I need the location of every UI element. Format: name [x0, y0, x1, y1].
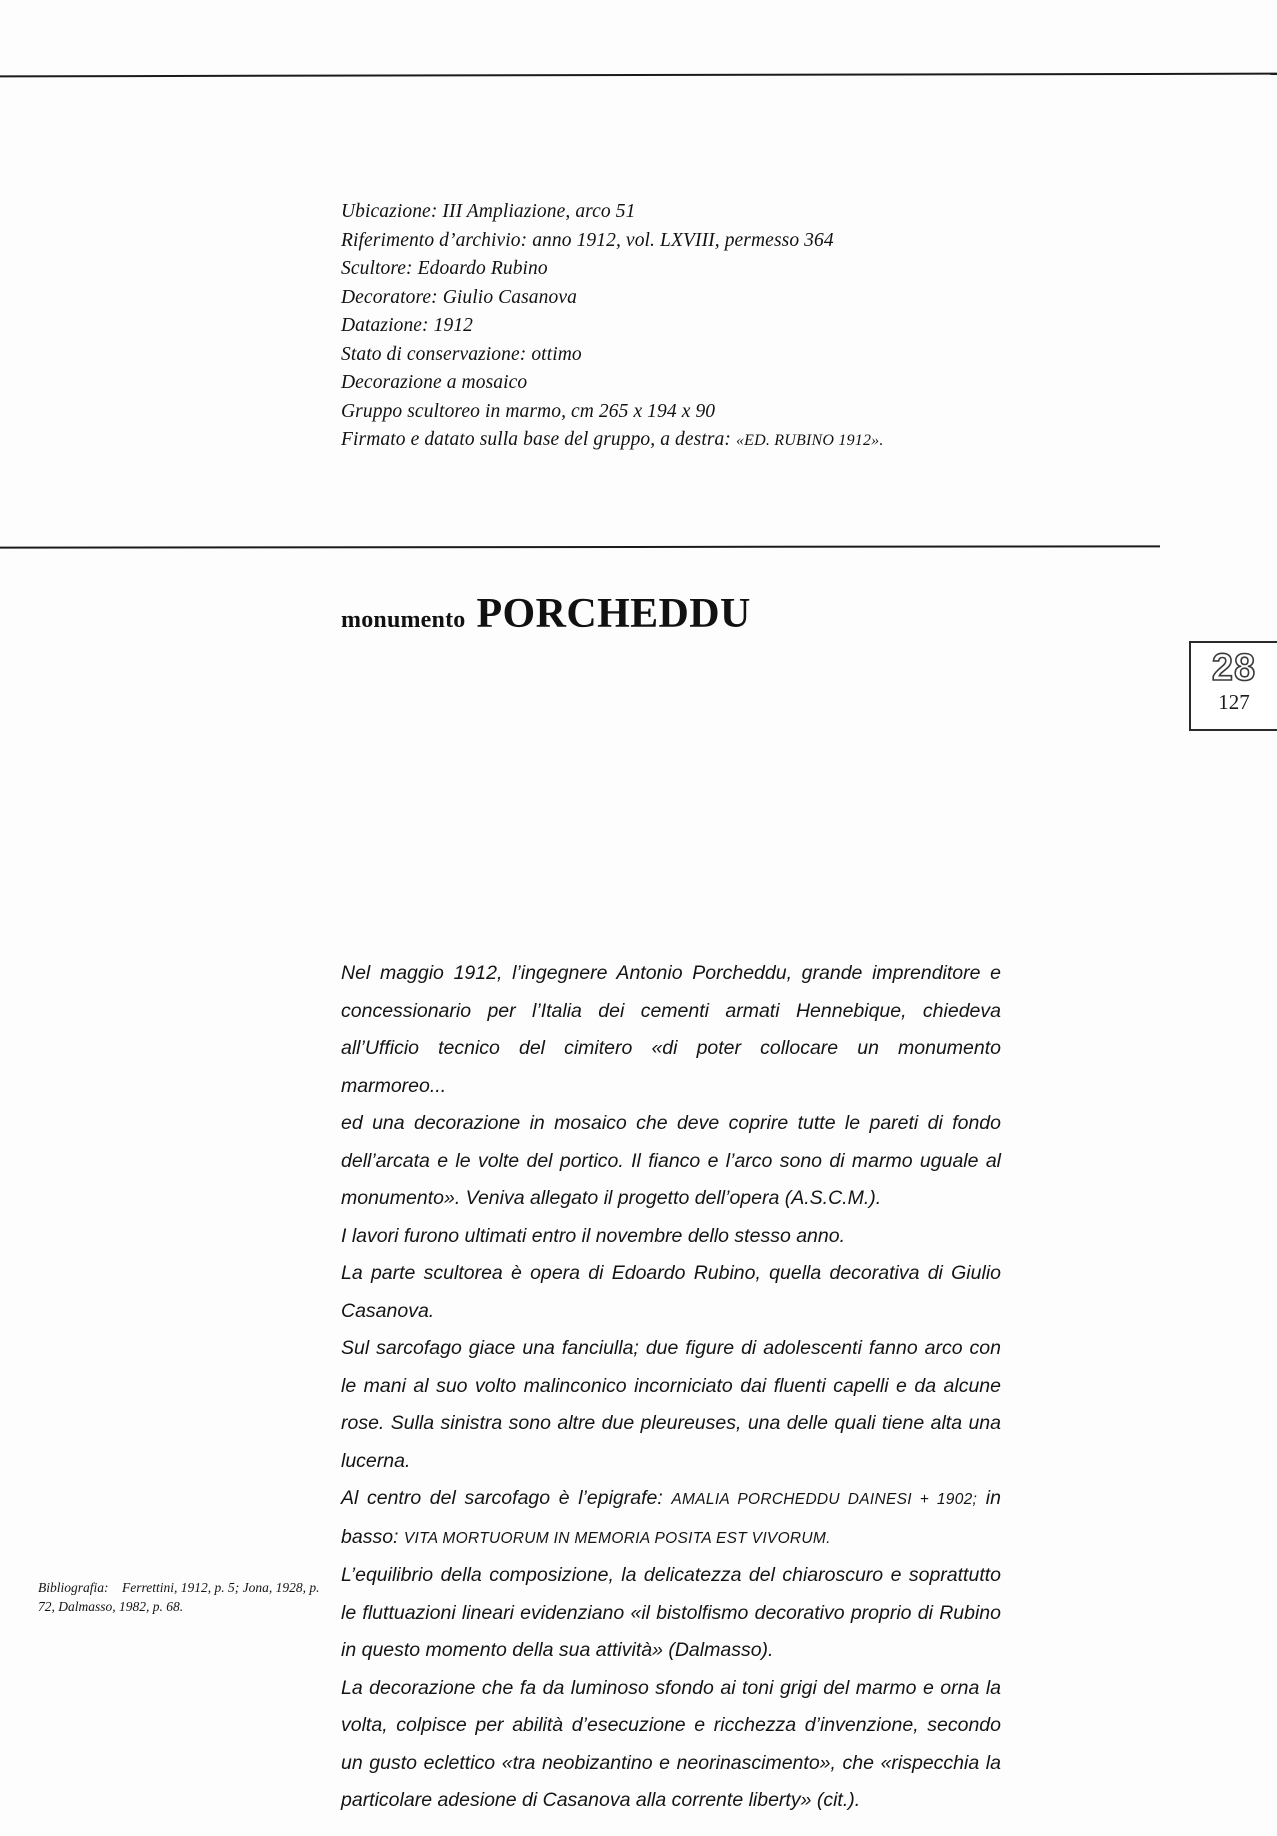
- epigraph-middle: in basso:: [341, 1487, 1001, 1548]
- ident-signature: [341, 426, 1061, 456]
- ident-location: Ubicazione: III Ampliazione, arco 51: [341, 201, 636, 222]
- body-paragraph-6: [341, 1480, 1001, 1557]
- body-paragraph-3: I lavori furono ultimati entro il novembre dello stesso anno.: [341, 1224, 846, 1247]
- bibliography-note: [38, 1578, 323, 1616]
- section-divider-rule: [0, 545, 1160, 548]
- body-paragraph-4: La parte scultorea è opera di Edoardo Rubino, quella decorativa di Giulio Casanova.: [341, 1262, 1001, 1322]
- ident-conservation-state: Stato di conservazione: ottimo: [341, 343, 582, 365]
- bibliography-label: Bibliografia:: [38, 1580, 109, 1595]
- body-paragraph-7: L’equilibrio della composizione, la delicatezza del chiaroscuro e soprattutto le fluttuazioni lineari evidenziano «il bistolfismo decorativo proprio di Rubino in questo momento della sua attività» (Dalmasso).: [341, 1564, 1001, 1661]
- badge-chapter-number: 28: [1211, 647, 1257, 689]
- body-paragraph-5: Sul sarcofago giace una fanciulla; due figure di adolescenti fanno arco con le mani al suo volto malinconico incorniciato dai fluenti capelli e da alcune rose. Sulla sinistra sono altre due pleureuses, una delle quali tiene alta una lucerna.: [341, 1337, 1001, 1472]
- page-title: [341, 590, 1041, 638]
- body-paragraph-1: Nel maggio 1912, l’ingegnere Antonio Porcheddu, grande imprenditore e concessionario per l’Italia dei cementi armati Hennebique, chiedeva all’Ufficio tecnico del cimitero «di poter collocare un monumento marmoreo...: [341, 962, 1001, 1097]
- title-prefix: monumento: [341, 607, 466, 633]
- badge-page-number: 127: [1218, 690, 1250, 714]
- body-paragraph-8: La decorazione che fa da luminoso sfondo ai toni grigi del marmo e orna la volta, colpisce per abilità d’esecuzione e ricchezza d’invenzione, secondo un gusto eclettico «tra neobizantino e neorinascimento», che «rispecchia la particolare adesione di Casanova alla corrente liberty» (cit.).: [341, 1676, 1001, 1811]
- ident-decorator: Decoratore: Giulio Casanova: [341, 286, 577, 308]
- bibliography-entries: Ferrettini, 1912, p. 5; Jona, 1928, p. 72, Dalmasso, 1982, p. 68.: [38, 1580, 320, 1614]
- chapter-page-badge: [1189, 641, 1277, 731]
- body-text-column: [341, 955, 1001, 1820]
- ident-archive-reference: Riferimento d’archivio: anno 1912, vol. LXVIII, permesso 364: [341, 229, 834, 251]
- epigraph-inscription-2: VITA MORTUORUM IN MEMORIA POSITA EST VIVORUM.: [403, 1529, 831, 1547]
- ident-signature-quote: «ED. RUBINO 1912».: [735, 432, 884, 449]
- epigraph-inscription-1: AMALIA PORCHEDDU DAINESI + 1902;: [671, 1491, 978, 1508]
- ident-materials: Gruppo scultoreo in marmo, cm 265 x 194 x 90: [341, 400, 716, 422]
- ident-decoration: Decorazione a mosaico: [341, 372, 528, 393]
- ident-dating: Datazione: 1912: [341, 315, 474, 336]
- ident-sculptor: Scultore: Edoardo Rubino: [341, 258, 548, 279]
- epigraph-intro: Al centro del sarcofago è l’epigrafe:: [341, 1487, 672, 1509]
- title-name: PORCHEDDU: [476, 591, 751, 637]
- page-top-rule: [0, 73, 1277, 78]
- ident-signature-prefix: Firmato e datato sulla base del gruppo, a destra:: [341, 429, 736, 450]
- identification-block: [341, 198, 1061, 456]
- body-paragraph-2: ed una decorazione in mosaico che deve coprire tutte le pareti di fondo dell’arcata e le volte del portico. Il fianco e l’arco sono di marmo uguale al monumento». Veniva allegato il progetto dell’opera (A.S.C.M.).: [341, 1112, 1001, 1209]
